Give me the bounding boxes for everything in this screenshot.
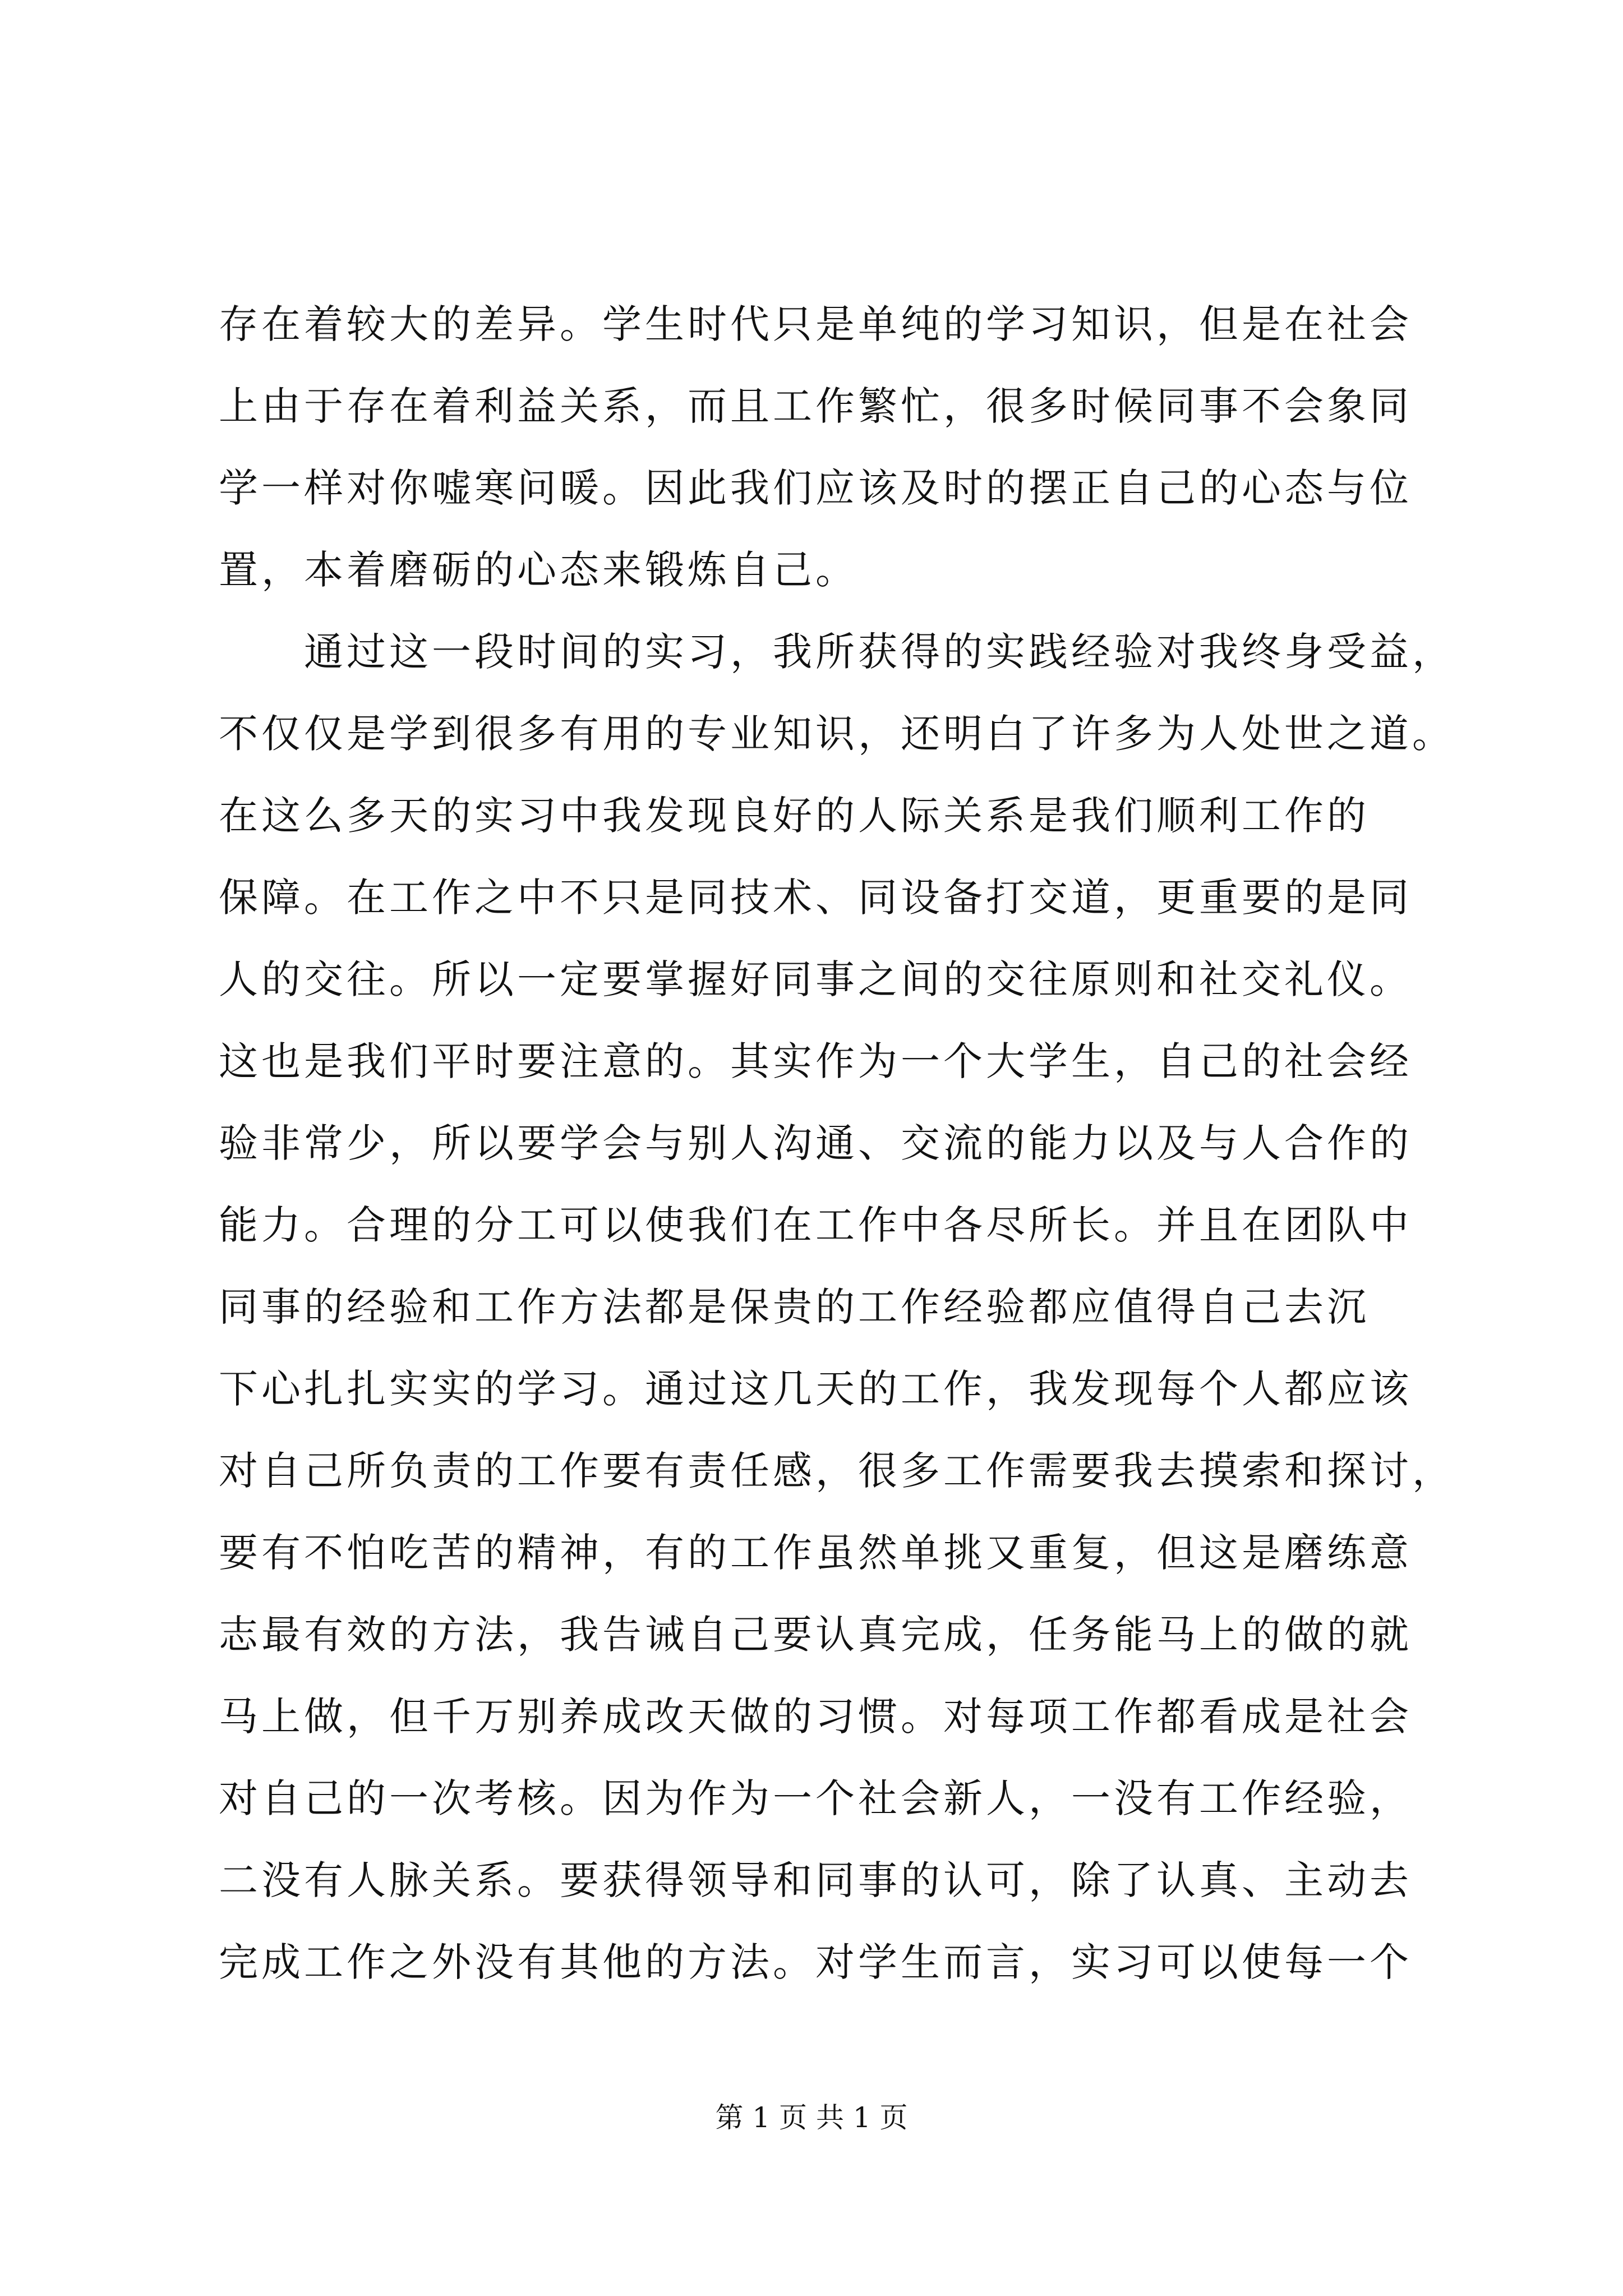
text-line: 能力。合理的分工可以使我们在工作中各尽所长。并且在团队中 [219,1202,1412,1248]
text-line: 马上做，但千万别养成改天做的习惯。对每项工作都看成是社会 [219,1694,1412,1740]
text-line: 这也是我们平时要注意的。其实作为一个大学生，自己的社会经 [219,1038,1412,1084]
body-text [219,283,1455,2003]
text-line: 下心扎扎实实的学习。通过这几天的工作，我发现每个人都应该 [219,1366,1412,1412]
text-line: 同事的经验和工作方法都是保贵的工作经验都应值得自己去沉 [219,1284,1370,1330]
page-footer: 第 1 页 共 1 页 [715,2101,908,2134]
text-line: 通过这一段时间的实习，我所获得的实践经验对我终身受益， [219,629,1455,675]
text-line: 志最有效的方法，我告诫自己要认真完成，任务能马上的做的就 [219,1612,1412,1658]
text-line: 存在着较大的差异。学生时代只是单纯的学习知识，但是在社会 [219,301,1412,347]
text-line: 在这么多天的实习中我发现良好的人际关系是我们顺利工作的 [219,793,1370,839]
text-line: 上由于存在着利益关系，而且工作繁忙，很多时候同事不会象同 [219,383,1412,429]
text-line: 二没有人脉关系。要获得领导和同事的认可，除了认真、主动去 [219,1857,1412,1903]
text-line: 置，本着磨砺的心态来锻炼自己。 [219,547,858,593]
text-line: 对自己所负责的工作要有责任感，很多工作需要我去摸索和探讨， [219,1448,1455,1494]
text-line: 人的交往。所以一定要掌握好同事之间的交往原则和社交礼仪。 [219,956,1412,1002]
text-line: 完成工作之外没有其他的方法。对学生而言，实习可以使每一个 [219,1939,1412,1985]
text-line: 学一样对你嘘寒问暖。因此我们应该及时的摆正自己的心态与位 [219,465,1412,511]
text-line: 验非常少，所以要学会与别人沟通、交流的能力以及与人合作的 [219,1120,1412,1166]
text-line: 要有不怕吃苦的精神，有的工作虽然单挑又重复，但这是磨练意 [219,1530,1412,1576]
text-line: 保障。在工作之中不只是同技术、同设备打交道，更重要的是同 [219,875,1412,921]
text-line: 对自己的一次考核。因为作为一个社会新人，一没有工作经验， [219,1775,1412,1821]
text-line: 不仅仅是学到很多有用的专业知识，还明白了许多为人处世之道。 [219,711,1455,757]
